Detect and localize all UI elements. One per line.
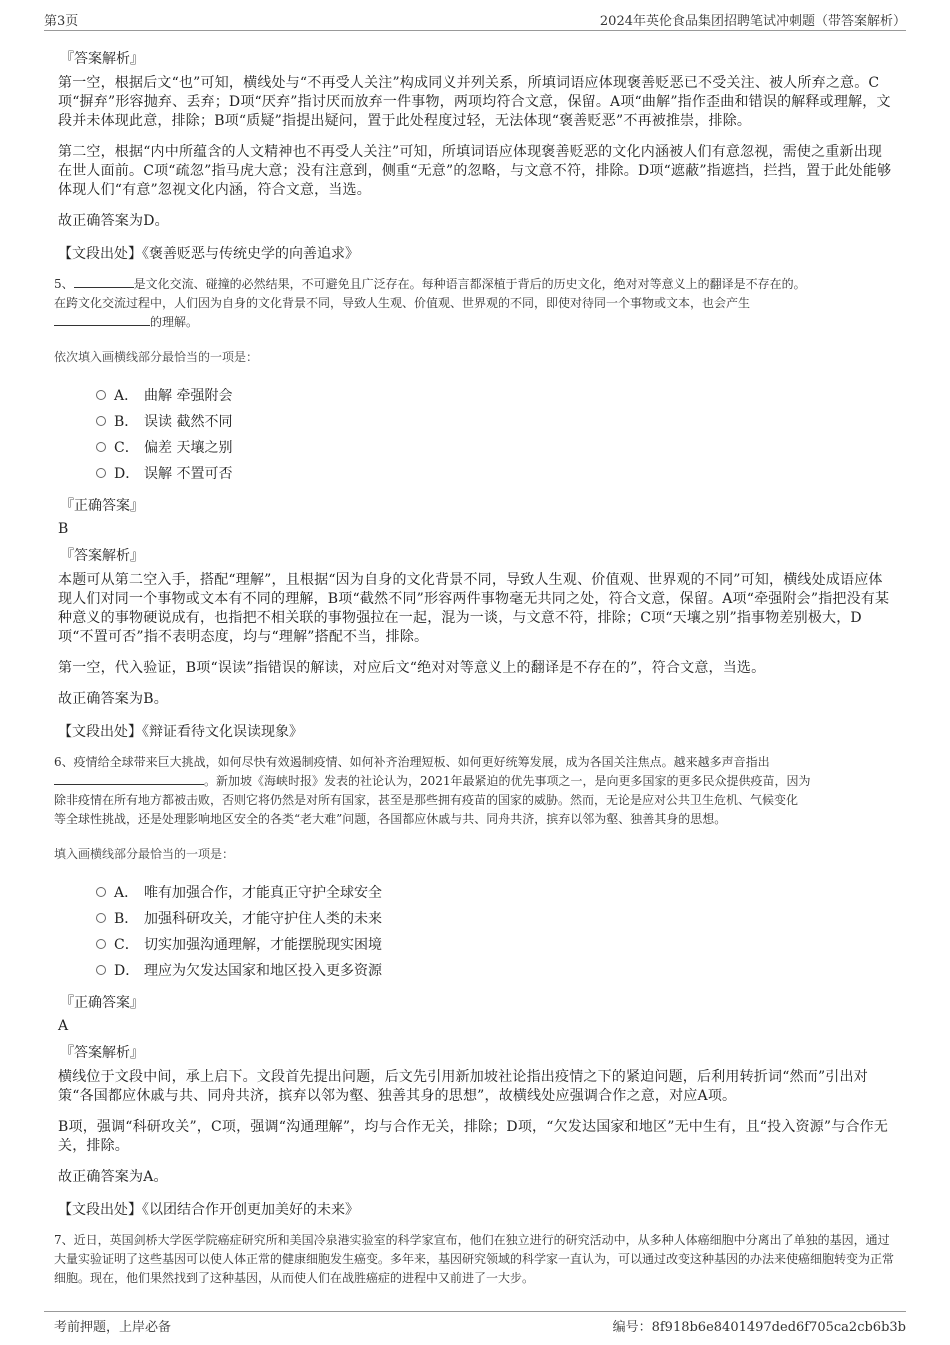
- footer-slogan: 考前押题，上岸必备: [54, 1320, 172, 1335]
- option-a[interactable]: [96, 383, 894, 409]
- option-letter: B．: [114, 911, 139, 927]
- page-number: 第3页: [44, 14, 79, 29]
- source-prefix: 【文段出处】: [58, 1202, 142, 1218]
- analysis-conclusion: 故正确答案为A。: [58, 1169, 168, 1185]
- options-q6: [96, 880, 894, 984]
- source-prefix: 【文段出处】: [58, 724, 142, 740]
- radio-icon[interactable]: [96, 913, 106, 923]
- option-text: 偏差 天壤之别: [144, 440, 233, 456]
- option-letter: A．: [114, 885, 139, 901]
- option-text: 理应为欠发达国家和地区投入更多资源: [144, 963, 382, 979]
- radio-icon[interactable]: [96, 939, 106, 949]
- analysis-q4: [56, 74, 894, 231]
- radio-icon[interactable]: [96, 965, 106, 975]
- source-prefix: 【文段出处】: [58, 246, 142, 262]
- option-d[interactable]: [96, 958, 894, 984]
- question-prompt: 填入画横线部分最恰当的一项是：: [54, 847, 235, 861]
- page-header: [44, 8, 906, 31]
- correct-answer-label: 『正确答案』: [60, 995, 144, 1011]
- analysis-conclusion: 故正确答案为D。: [58, 213, 169, 229]
- correct-answer: B: [58, 521, 69, 537]
- radio-icon[interactable]: [96, 416, 106, 426]
- radio-icon[interactable]: [96, 468, 106, 478]
- correct-answer-label: 『正确答案』: [60, 498, 144, 514]
- option-letter: D．: [114, 963, 140, 979]
- analysis-q6: [56, 1068, 894, 1187]
- question-number: 6、: [54, 755, 74, 769]
- question-text: 等全球性挑战，还是处理影响地区安全的各类“老大难”问题，各国都应休戚与共、同舟共济，摈弃以邻为壑、独善其身的思想。: [54, 812, 727, 826]
- question-prompt: 依次填入画横线部分最恰当的一项是：: [54, 350, 259, 364]
- question-text: 疫情给全球带来巨大挑战，如何尽快有效遏制疫情、如何补齐治理短板、如何更好统筹发展，成为各国关注焦点。越来越多声音指出: [73, 755, 770, 769]
- option-letter: A．: [114, 388, 139, 404]
- analysis-paragraph: B项，强调“科研攻关”，C项，强调“沟通理解”，均与合作无关，排除；D项，“欠发达国家和地区”无中生有，且“投入资源”与合作无关，排除。: [58, 1119, 889, 1154]
- radio-icon[interactable]: [96, 390, 106, 400]
- page-footer: [44, 1311, 906, 1336]
- option-c[interactable]: [96, 435, 894, 461]
- question-7: 7、近日，英国剑桥大学医学院癌症研究所和美国冷泉港实验室的科学家宣布，他们在独立进行的研究活动中，从多种人体癌细胞中分离出了单独的基因，通过大量实验证明了这些基因可以使人体正常的健康细胞发生癌变。多年来，基因研究领域的科学家一直认为，可以通过改变这种基因的办法来使癌细胞转变为正常细胞。现在，他们果然找到了这种基因，从而使人们在战胜癌症的进程中又前进了一大步。: [54, 1233, 895, 1285]
- option-text: 加强科研攻关，才能守护住人类的未来: [144, 911, 382, 927]
- fill-blank: [54, 313, 150, 326]
- option-text: 唯有加强合作，才能真正守护全球安全: [144, 885, 382, 901]
- analysis-paragraph: 第二空，根据“内中所蕴含的人文精神也不再受人关注”可知，所填词语应体现褒善贬恶的文化内涵被人们有意忽视，需使之重新出现在世人面前。C项“疏忽”指马虎大意；没有注意到，侧重“无意”的忽略，与文意不符，排除。D项“遮蔽”指遮挡，拦挡，置于此处能够体现人们“有意”忽视文化内涵，符合文意，当选。: [58, 144, 892, 198]
- radio-icon[interactable]: [96, 442, 106, 452]
- option-c[interactable]: [96, 932, 894, 958]
- option-letter: C．: [114, 440, 139, 456]
- source-line: [58, 1199, 894, 1219]
- option-b[interactable]: [96, 409, 894, 435]
- document-id: 编号：8f918b6e8401497ded6f705ca2cb6b3b: [612, 1320, 906, 1335]
- option-text: 切实加强沟通理解，才能摆脱现实困境: [144, 937, 382, 953]
- document-body: [56, 40, 894, 1288]
- question-6: [54, 753, 894, 829]
- question-text: 。新加坡《海峡时报》发表的社论认为，2021年最紧迫的优先事项之一，是向更多国家的更多民众提供疫苗，因为: [204, 774, 811, 788]
- question-text: 是文化交流、碰撞的必然结果，不可避免且广泛存在。每种语言都深植于背后的历史文化，绝对对等意义上的翻译是不存在的。: [133, 277, 806, 291]
- option-text: 误读 截然不同: [144, 414, 233, 430]
- question-text: 除非疫情在所有地方都被击败，否则它将仍然是对所有国家，甚至是那些拥有疫苗的国家的威胁。然而，无论是应对公共卫生危机、气候变化: [54, 793, 799, 807]
- source-title: 《以团结合作开创更加美好的未来》: [142, 1202, 359, 1218]
- analysis-paragraph: 横线位于文段中间，承上启下。文段首先提出问题，后文先引用新加坡社论指出疫情之下的紧迫问题，后利用转折词“然而”引出对策“各国都应休戚与共、同舟共济，摈弃以邻为壑、独善其身的思想”，故横线处应强调合作之意，对应A项。: [58, 1069, 868, 1104]
- source-title: 《辩证看待文化误读现象》: [142, 724, 303, 740]
- option-letter: B．: [114, 414, 139, 430]
- analysis-paragraph: 第一空，根据后文“也”可知，横线处与“不再受人关注”构成同义并列关系，所填词语应体现褒善贬恶已不受关注、被人所弃之意。C项“摒弃”形容抛弃、丢弃；D项“厌弃”指讨厌而放弃一件事物，两项均符合文意，保留。A项“曲解”指作歪曲和错误的解释或理解，文段并未体现此意，排除；B项“质疑”指提出疑问，置于此处程度过轻，无法体现“褒善贬恶”不再被推崇，排除。: [58, 75, 891, 129]
- source-title: 《褒善贬恶与传统史学的向善追求》: [142, 246, 359, 262]
- analysis-q5: [56, 571, 894, 709]
- option-b[interactable]: [96, 906, 894, 932]
- option-text: 误解 不置可否: [144, 466, 233, 482]
- option-text: 曲解 牵强附会: [144, 388, 233, 404]
- option-letter: C．: [114, 937, 139, 953]
- analysis-label: 『答案解析』: [60, 548, 144, 564]
- analysis-label: 『答案解析』: [60, 1045, 144, 1061]
- option-d[interactable]: [96, 461, 894, 487]
- analysis-conclusion: 故正确答案为B。: [58, 691, 168, 707]
- radio-icon[interactable]: [96, 887, 106, 897]
- source-line: [58, 721, 894, 741]
- question-text: 的理解。: [150, 315, 199, 329]
- fill-blank: [54, 772, 204, 785]
- question-number: 5、: [54, 277, 74, 291]
- fill-blank: [74, 275, 134, 288]
- option-letter: D．: [114, 466, 140, 482]
- analysis-paragraph: 本题可从第二空入手，搭配“理解”，且根据“因为自身的文化背景不同，导致人生观、价值观、世界观的不同”可知，横线处成语应体现人们对同一个事物或文本有不同的理解，B项“截然不同”形容两件事物毫无共同之处，符合文意，保留。A项“牵强附会”指把没有某种意义的事物硬说成有，也指把不相关联的事物强拉在一起，混为一谈，与文意不符，排除；C项“天壤之别”指事物差别极大，D项“不置可否”指不表明态度，均与“理解”搭配不当，排除。: [58, 572, 890, 645]
- correct-answer: A: [58, 1018, 69, 1034]
- question-5: [54, 275, 894, 332]
- analysis-paragraph: 第一空，代入验证，B项“误读”指错误的解读，对应后文“绝对对等意义上的翻译是不存在的”，符合文意，当选。: [58, 660, 766, 676]
- options-q5: [96, 383, 894, 487]
- analysis-label: 『答案解析』: [60, 51, 144, 67]
- option-a[interactable]: [96, 880, 894, 906]
- document-title: 2024年英伦食品集团招聘笔试冲刺题（带答案解析）: [599, 14, 906, 29]
- source-line: [58, 243, 894, 263]
- question-text: 在跨文化交流过程中，人们因为自身的文化背景不同，导致人生观、价值观、世界观的不同，即使对待同一个事物或文本，也会产生: [54, 296, 751, 310]
